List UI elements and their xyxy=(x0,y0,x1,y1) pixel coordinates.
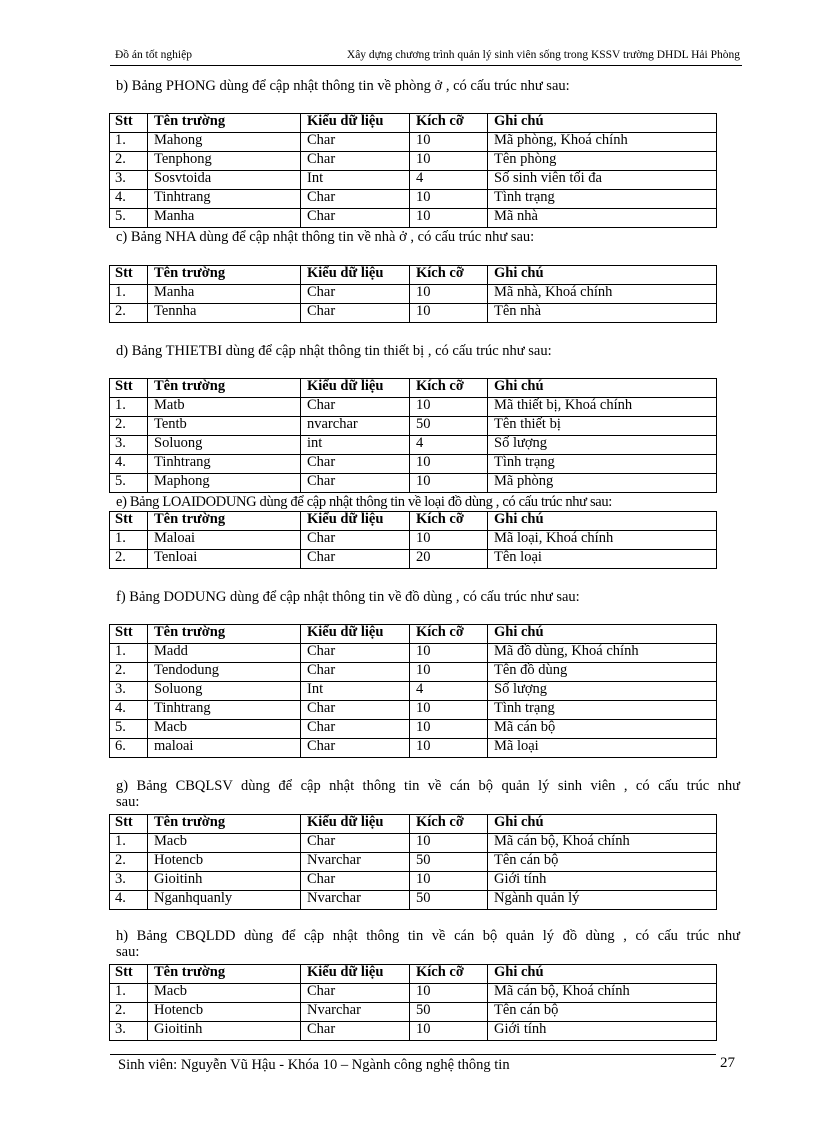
cell-data-type: Nvarchar xyxy=(301,891,410,910)
cell-size: 10 xyxy=(410,1022,488,1041)
table-row xyxy=(110,834,717,853)
cell-field-name: Gioitinh xyxy=(148,872,301,891)
table-row xyxy=(110,853,717,872)
col-header-data-type: Kiểu dữ liệu xyxy=(301,114,410,133)
table-row xyxy=(110,682,717,701)
cell-data-type: Char xyxy=(301,209,410,228)
cell-data-type: Int xyxy=(301,682,410,701)
cell-data-type: Char xyxy=(301,1022,410,1041)
cell-note: Số sinh viên tối đa xyxy=(488,171,717,190)
col-header-field-name: Tên trường xyxy=(148,266,301,285)
cell-note: Ngành quản lý xyxy=(488,891,717,910)
cell-stt: 2. xyxy=(110,304,148,323)
cell-data-type: Char xyxy=(301,474,410,493)
cell-size: 4 xyxy=(410,436,488,455)
cell-note: Số lượng xyxy=(488,682,717,701)
section-title-thietbi: d) Bảng THIETBI dùng để cập nhật thông tin thiết bị , có cấu trúc như sau: xyxy=(116,343,552,359)
cell-field-name: Maloai xyxy=(148,531,301,550)
cell-stt: 3. xyxy=(110,171,148,190)
table-loaidodung xyxy=(109,511,717,569)
cell-size: 10 xyxy=(410,720,488,739)
cell-field-name: Nganhquanly xyxy=(148,891,301,910)
cell-field-name: Tenphong xyxy=(148,152,301,171)
cell-data-type: Char xyxy=(301,834,410,853)
cell-size: 10 xyxy=(410,701,488,720)
cell-size: 10 xyxy=(410,152,488,171)
cell-size: 10 xyxy=(410,190,488,209)
col-header-note: Ghi chú xyxy=(488,266,717,285)
cell-field-name: Tendodung xyxy=(148,663,301,682)
cell-size: 10 xyxy=(410,872,488,891)
cell-stt: 4. xyxy=(110,190,148,209)
col-header-size: Kích cỡ xyxy=(410,512,488,531)
col-header-data-type: Kiểu dữ liệu xyxy=(301,379,410,398)
col-header-data-type: Kiểu dữ liệu xyxy=(301,965,410,984)
cell-note: Mã cán bộ xyxy=(488,720,717,739)
col-header-data-type: Kiểu dữ liệu xyxy=(301,512,410,531)
table-thietbi xyxy=(109,378,717,493)
cell-field-name: maloai xyxy=(148,739,301,758)
table-row xyxy=(110,720,717,739)
cell-stt: 4. xyxy=(110,455,148,474)
table-row xyxy=(110,872,717,891)
table-header-row xyxy=(110,379,717,398)
cell-data-type: Char xyxy=(301,663,410,682)
col-header-field-name: Tên trường xyxy=(148,114,301,133)
cell-data-type: Char xyxy=(301,190,410,209)
cell-field-name: Mahong xyxy=(148,133,301,152)
table-row xyxy=(110,436,717,455)
cell-note: Tình trạng xyxy=(488,455,717,474)
cell-data-type: Char xyxy=(301,984,410,1003)
cell-size: 4 xyxy=(410,171,488,190)
cell-data-type: Char xyxy=(301,720,410,739)
cell-note: Số lượng xyxy=(488,436,717,455)
table-row xyxy=(110,455,717,474)
cell-note: Tình trạng xyxy=(488,701,717,720)
cell-field-name: Maphong xyxy=(148,474,301,493)
col-header-data-type: Kiểu dữ liệu xyxy=(301,625,410,644)
col-header-stt: Stt xyxy=(110,815,148,834)
cell-note: Mã thiết bị, Khoá chính xyxy=(488,398,717,417)
section-title-loaidodung: e) Bảng LOAIDODUNG dùng để cập nhật thông tin về loại đồ dùng , có cấu trúc như sau: xyxy=(116,494,612,510)
cell-field-name: Soluong xyxy=(148,436,301,455)
page-number: 27 xyxy=(720,1055,735,1071)
table-row xyxy=(110,417,717,436)
cell-field-name: Macb xyxy=(148,834,301,853)
cell-size: 20 xyxy=(410,550,488,569)
cell-size: 10 xyxy=(410,834,488,853)
table-header-row xyxy=(110,512,717,531)
table-row xyxy=(110,304,717,323)
table-row xyxy=(110,152,717,171)
cell-note: Mã loại xyxy=(488,739,717,758)
cell-size: 10 xyxy=(410,984,488,1003)
cell-size: 10 xyxy=(410,739,488,758)
table-row xyxy=(110,133,717,152)
section-title-cbqldd xyxy=(116,928,740,960)
cell-stt: 3. xyxy=(110,436,148,455)
cell-stt: 4. xyxy=(110,891,148,910)
cell-field-name: Tentb xyxy=(148,417,301,436)
col-header-field-name: Tên trường xyxy=(148,379,301,398)
cell-field-name: Hotencb xyxy=(148,1003,301,1022)
cell-data-type: Char xyxy=(301,304,410,323)
cell-stt: 1. xyxy=(110,285,148,304)
cell-stt: 1. xyxy=(110,984,148,1003)
cell-stt: 3. xyxy=(110,682,148,701)
table-row xyxy=(110,190,717,209)
section-title-cbqlsv-line1: g) Bảng CBQLSV dùng để cập nhật thông tin về cán bộ quản lý sinh viên , có cấu trúc như xyxy=(116,778,740,794)
cell-data-type: Nvarchar xyxy=(301,1003,410,1022)
cell-stt: 2. xyxy=(110,417,148,436)
header-project-title: Xây dựng chương trình quản lý sinh viên sống trong KSSV trường DHDL Hải Phòng xyxy=(346,49,740,61)
cell-field-name: Soluong xyxy=(148,682,301,701)
col-header-stt: Stt xyxy=(110,965,148,984)
cell-stt: 3. xyxy=(110,872,148,891)
cell-size: 50 xyxy=(410,417,488,436)
cell-data-type: Char xyxy=(301,152,410,171)
cell-note: Tình trạng xyxy=(488,190,717,209)
cell-note: Mã loại, Khoá chính xyxy=(488,531,717,550)
col-header-note: Ghi chú xyxy=(488,379,717,398)
table-row xyxy=(110,171,717,190)
col-header-data-type: Kiểu dữ liệu xyxy=(301,815,410,834)
cell-data-type: Nvarchar xyxy=(301,853,410,872)
table-header-row xyxy=(110,114,717,133)
col-header-note: Ghi chú xyxy=(488,625,717,644)
section-title-dodung: f) Bảng DODUNG dùng để cập nhật thông tin về đồ dùng , có cấu trúc như sau: xyxy=(116,589,580,605)
footer-student-info: Sinh viên: Nguyễn Vũ Hậu - Khóa 10 – Ngành công nghệ thông tin xyxy=(118,1057,510,1073)
cell-field-name: Manha xyxy=(148,209,301,228)
col-header-note: Ghi chú xyxy=(488,965,717,984)
header-document-type: Đồ án tốt nghiệp xyxy=(115,49,192,61)
cell-field-name: Gioitinh xyxy=(148,1022,301,1041)
table-row xyxy=(110,701,717,720)
cell-stt: 2. xyxy=(110,152,148,171)
col-header-field-name: Tên trường xyxy=(148,625,301,644)
table-row xyxy=(110,1022,717,1041)
table-row xyxy=(110,644,717,663)
cell-size: 10 xyxy=(410,133,488,152)
section-title-cbqldd-line1: h) Bảng CBQLDD dùng để cập nhật thông tin về cán bộ quản lý đồ dùng , có cấu trúc như xyxy=(116,928,740,944)
cell-note: Giới tính xyxy=(488,872,717,891)
cell-size: 10 xyxy=(410,285,488,304)
cell-size: 10 xyxy=(410,474,488,493)
cell-field-name: Tennha xyxy=(148,304,301,323)
cell-note: Mã đồ dùng, Khoá chính xyxy=(488,644,717,663)
cell-stt: 5. xyxy=(110,720,148,739)
cell-size: 50 xyxy=(410,1003,488,1022)
cell-stt: 1. xyxy=(110,834,148,853)
table-phong xyxy=(109,113,717,228)
cell-note: Tên cán bộ xyxy=(488,1003,717,1022)
cell-note: Mã nhà, Khoá chính xyxy=(488,285,717,304)
table-row xyxy=(110,739,717,758)
cell-field-name: Tinhtrang xyxy=(148,701,301,720)
section-title-phong: b) Bảng PHONG dùng để cập nhật thông tin về phòng ở , có cấu trúc như sau: xyxy=(116,78,570,94)
cell-stt: 1. xyxy=(110,133,148,152)
cell-stt: 1. xyxy=(110,531,148,550)
table-row xyxy=(110,209,717,228)
table-row xyxy=(110,531,717,550)
cell-stt: 2. xyxy=(110,853,148,872)
table-row xyxy=(110,984,717,1003)
cell-size: 10 xyxy=(410,304,488,323)
cell-data-type: Int xyxy=(301,171,410,190)
cell-field-name: Manha xyxy=(148,285,301,304)
cell-data-type: Char xyxy=(301,455,410,474)
col-header-size: Kích cỡ xyxy=(410,379,488,398)
cell-note: Mã phòng, Khoá chính xyxy=(488,133,717,152)
cell-note: Tên loại xyxy=(488,550,717,569)
table-row xyxy=(110,550,717,569)
cell-data-type: Char xyxy=(301,133,410,152)
col-header-size: Kích cỡ xyxy=(410,625,488,644)
cell-stt: 2. xyxy=(110,663,148,682)
col-header-field-name: Tên trường xyxy=(148,512,301,531)
cell-size: 10 xyxy=(410,531,488,550)
col-header-size: Kích cỡ xyxy=(410,266,488,285)
footer-divider xyxy=(110,1054,716,1055)
table-header-row xyxy=(110,965,717,984)
cell-field-name: Tinhtrang xyxy=(148,455,301,474)
cell-data-type: Char xyxy=(301,398,410,417)
cell-stt: 2. xyxy=(110,550,148,569)
table-row xyxy=(110,398,717,417)
table-dodung xyxy=(109,624,717,758)
col-header-field-name: Tên trường xyxy=(148,815,301,834)
cell-field-name: Tenloai xyxy=(148,550,301,569)
table-row xyxy=(110,285,717,304)
page-header xyxy=(110,48,742,66)
cell-note: Giới tính xyxy=(488,1022,717,1041)
col-header-size: Kích cỡ xyxy=(410,965,488,984)
section-title-nha: c) Bảng NHA dùng để cập nhật thông tin về nhà ở , có cấu trúc như sau: xyxy=(116,229,535,245)
col-header-data-type: Kiểu dữ liệu xyxy=(301,266,410,285)
col-header-stt: Stt xyxy=(110,625,148,644)
col-header-stt: Stt xyxy=(110,266,148,285)
cell-data-type: Char xyxy=(301,285,410,304)
table-row xyxy=(110,891,717,910)
table-header-row xyxy=(110,815,717,834)
cell-data-type: int xyxy=(301,436,410,455)
cell-note: Tên nhà xyxy=(488,304,717,323)
cell-field-name: Sosvtoida xyxy=(148,171,301,190)
cell-field-name: Macb xyxy=(148,720,301,739)
cell-note: Tên cán bộ xyxy=(488,853,717,872)
cell-stt: 1. xyxy=(110,644,148,663)
section-title-cbqlsv-line2: sau: xyxy=(116,794,140,810)
col-header-stt: Stt xyxy=(110,379,148,398)
cell-data-type: Char xyxy=(301,531,410,550)
col-header-note: Ghi chú xyxy=(488,815,717,834)
table-cbqldd xyxy=(109,964,717,1041)
table-header-row xyxy=(110,625,717,644)
section-title-cbqlsv xyxy=(116,778,740,810)
cell-size: 10 xyxy=(410,455,488,474)
cell-field-name: Tinhtrang xyxy=(148,190,301,209)
cell-stt: 5. xyxy=(110,474,148,493)
cell-stt: 1. xyxy=(110,398,148,417)
cell-data-type: Char xyxy=(301,872,410,891)
cell-size: 4 xyxy=(410,682,488,701)
table-cbqlsv xyxy=(109,814,717,910)
cell-data-type: Char xyxy=(301,701,410,720)
cell-note: Tên phòng xyxy=(488,152,717,171)
cell-field-name: Hotencb xyxy=(148,853,301,872)
col-header-note: Ghi chú xyxy=(488,114,717,133)
cell-size: 10 xyxy=(410,209,488,228)
table-nha xyxy=(109,265,717,323)
cell-stt: 2. xyxy=(110,1003,148,1022)
col-header-size: Kích cỡ xyxy=(410,815,488,834)
table-header-row xyxy=(110,266,717,285)
col-header-size: Kích cỡ xyxy=(410,114,488,133)
cell-note: Mã nhà xyxy=(488,209,717,228)
cell-stt: 5. xyxy=(110,209,148,228)
cell-field-name: Madd xyxy=(148,644,301,663)
col-header-stt: Stt xyxy=(110,114,148,133)
cell-size: 50 xyxy=(410,853,488,872)
col-header-field-name: Tên trường xyxy=(148,965,301,984)
cell-stt: 6. xyxy=(110,739,148,758)
cell-data-type: Char xyxy=(301,644,410,663)
cell-note: Tên thiết bị xyxy=(488,417,717,436)
cell-data-type: Char xyxy=(301,739,410,758)
cell-note: Mã phòng xyxy=(488,474,717,493)
table-row xyxy=(110,663,717,682)
cell-field-name: Macb xyxy=(148,984,301,1003)
cell-note: Tên đồ dùng xyxy=(488,663,717,682)
cell-stt: 3. xyxy=(110,1022,148,1041)
cell-note: Mã cán bộ, Khoá chính xyxy=(488,834,717,853)
cell-size: 10 xyxy=(410,644,488,663)
table-row xyxy=(110,1003,717,1022)
cell-size: 10 xyxy=(410,663,488,682)
col-header-note: Ghi chú xyxy=(488,512,717,531)
cell-size: 10 xyxy=(410,398,488,417)
section-title-cbqldd-line2: sau: xyxy=(116,944,140,960)
col-header-stt: Stt xyxy=(110,512,148,531)
cell-size: 50 xyxy=(410,891,488,910)
table-row xyxy=(110,474,717,493)
cell-field-name: Matb xyxy=(148,398,301,417)
cell-note: Mã cán bộ, Khoá chính xyxy=(488,984,717,1003)
cell-data-type: nvarchar xyxy=(301,417,410,436)
cell-stt: 4. xyxy=(110,701,148,720)
cell-data-type: Char xyxy=(301,550,410,569)
